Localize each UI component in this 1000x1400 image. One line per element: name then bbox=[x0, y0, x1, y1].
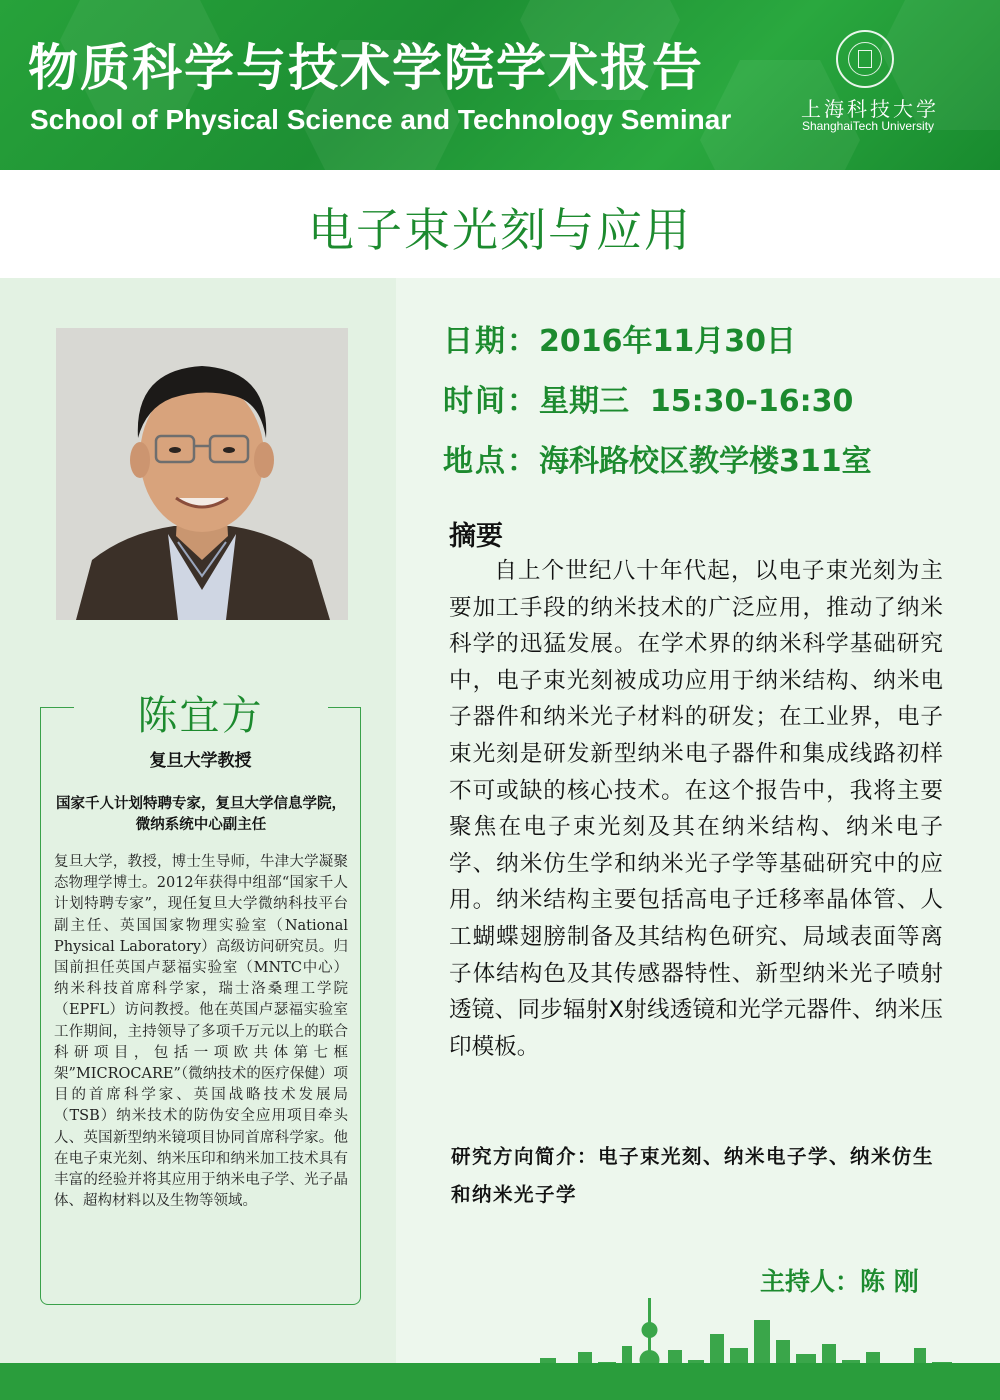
header-title-cn: 物质科学与技术学院学术报告 bbox=[28, 39, 704, 97]
speaker-bio: 复旦大学，教授，博士生导师，牛津大学凝聚态物理学博士。2012年获得中组部“国家千人计划特聘专家”，现任复旦大学微纳科技平台副主任、英国国家物理实验室（National Physical Laboratory）高级访问研究员。归国前担任英国卢瑟福实验室（MNTC中心）纳米科技首席科学家，瑞士洛桑理工学院（EPFL）访问教授。他在英国卢瑟福实验室工作期间，主持领导了多项千万元以上的联合科研项目，包括一项欧共体第七框架”MICROCARE”（微纳技术的医疗保健）项目的首席科学家、英国战略技术发展局（TSB）纳米技术的防伪安全应用项目牵头人、英国新型纳米镜项目协同首席科学家。他在电子束光刻、纳米压印和纳米加工技术具有丰富的经验并将其应用于纳米电子学、光子晶体、超构材料以及生物等领域。 bbox=[54, 854, 348, 1210]
university-name-cn: 上海科技大学 bbox=[801, 97, 939, 121]
place-line bbox=[443, 436, 872, 480]
speaker-honor: 国家千人计划特聘专家，复旦大学信息学院，微纳系统中心副主任 bbox=[56, 796, 346, 833]
university-name-en: ShanghaiTech University bbox=[801, 119, 935, 133]
date-line bbox=[443, 316, 796, 360]
date-value: 2016年11月30日 bbox=[539, 324, 796, 359]
time-label: 时间： bbox=[443, 384, 539, 419]
date-label: 日期： bbox=[443, 324, 539, 359]
place-value: 海科路校区教学楼311室 bbox=[539, 444, 872, 479]
university-seal-icon bbox=[836, 30, 894, 88]
research-direction: 研究方向简介：电子束光刻、纳米电子学、纳米仿生和纳米光子学 bbox=[451, 1145, 935, 1206]
time-line bbox=[443, 376, 853, 420]
abstract-text: 自上个世纪八十年代起，以电子束光刻为主要加工手段的纳米技术的广泛应用，推动了纳米科学的迅猛发展。在学术界的纳米科学基础研究中，电子束光刻被成功应用于纳米结构、纳米电子器件和纳米光子材料的研发；在工业界，电子束光刻是研发新型纳米电子器件和集成线路初样不可或缺的核心技术。在这个报告中，我将主要聚焦在电子束光刻及其在纳米结构、纳米电子学、纳米仿生学和纳米光子学等基础研究中的应用。纳米结构主要包括高电子迁移率晶体管、人工蝴蝶翅膀制备及其结构色研究、局域表面等离子体结构色及其传感器特性、新型纳米光子喷射透镜、同步辐射X射线透镜和光学元器件、纳米压印模板。 bbox=[449, 558, 943, 1060]
time-value: 星期三 15:30-16:30 bbox=[539, 384, 854, 419]
host-label: 主持人： bbox=[760, 1267, 861, 1296]
host-name: 陈 刚 bbox=[860, 1267, 919, 1296]
seminar-title: 电子束光刻与应用 bbox=[308, 203, 692, 257]
place-label: 地点： bbox=[443, 444, 539, 479]
abstract-heading: 摘要 bbox=[449, 521, 503, 552]
footer-bar bbox=[0, 1363, 1000, 1400]
header-title-en: School of Physical Science and Technology Seminar bbox=[30, 104, 732, 135]
speaker-portrait-icon bbox=[56, 328, 348, 620]
speaker-name: 陈宜方 bbox=[137, 693, 264, 739]
speaker-photo bbox=[56, 328, 348, 620]
speaker-position: 复旦大学教授 bbox=[149, 751, 252, 771]
